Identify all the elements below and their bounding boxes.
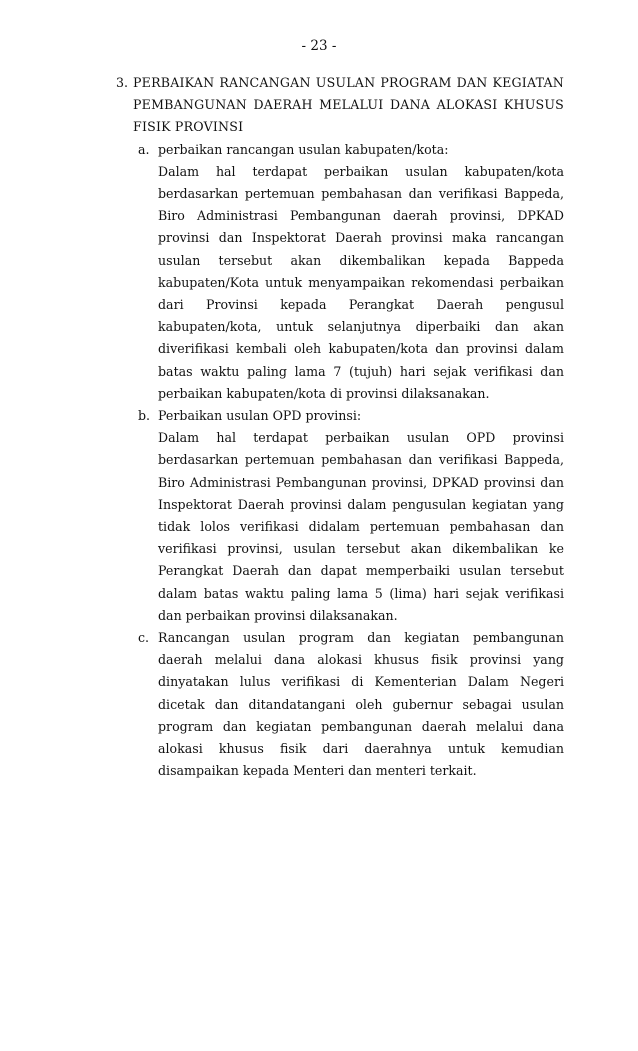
- item-body: Dalam hal terdapat perbaikan usulan kabupaten/kota berdasarkan pertemuan pembahasan dan verifikasi Bappeda, Biro Administrasi Pembangunan daerah provinsi, DPKAD provinsi dan Inspektorat Daerah provinsi maka rancangan usulan tersebut akan dikembalikan kepada Bappeda kabupaten/Kota untuk menyampaikan rekomendasi perbaikan dari Provinsi kepada Perangkat Daerah pengusul kabupaten/kota, untuk selanjutnya diperbaiki dan akan diverifikasi kembali oleh kabupaten/kota dan provinsi dalam batas waktu paling lama 7 (tujuh) hari sejak verifikasi dan perbaikan kabupaten/kota di provinsi dilaksanakan.: [158, 163, 564, 401]
- item-letter: c.: [138, 630, 150, 646]
- list-item-a: [138, 139, 564, 405]
- item-content: [158, 627, 564, 782]
- list-item-b: [138, 405, 564, 627]
- section-heading: [116, 72, 564, 139]
- item-content: [158, 405, 564, 627]
- item-letter: b.: [138, 408, 151, 424]
- section-3: [116, 72, 564, 783]
- section-items: [116, 139, 564, 783]
- item-body: Rancangan usulan program dan kegiatan pembangunan daerah melalui dana alokasi khusus fisik provinsi yang dinyatakan lulus verifikasi di Kementerian Dalam Negeri dicetak dan ditandatangani oleh gubernur sebagai usulan program dan kegiatan pembangunan daerah melalui dana alokasi khusus fisik dari daerahnya untuk kemudian disampaikan kepada Menteri dan menteri terkait.: [158, 630, 564, 779]
- list-item-c: [138, 627, 564, 782]
- page-number: - 23 -: [301, 38, 337, 54]
- item-body: Dalam hal terdapat perbaikan usulan OPD provinsi berdasarkan pertemuan pembahasan dan verifikasi Bappeda, Biro Administrasi Pembangunan provinsi, DPKAD provinsi dan Inspektorat Daerah provinsi dalam pengusulan kegiatan yang tidak lolos verifikasi didalam pertemuan pembahasan dan verifikasi provinsi, usulan tersebut akan dikembalikan ke Perangkat Daerah dan dapat memperbaiki usulan tersebut dalam batas waktu paling lama 5 (lima) hari sejak verifikasi dan perbaikan provinsi dilaksanakan.: [158, 430, 564, 623]
- item-content: [158, 139, 564, 405]
- item-title: Perbaikan usulan OPD provinsi:: [158, 408, 362, 424]
- item-title: perbaikan rancangan usulan kabupaten/kota:: [158, 141, 449, 157]
- section-title: PERBAIKAN RANCANGAN USULAN PROGRAM DAN KEGIATAN PEMBANGUNAN DAERAH MELALUI DANA ALOKASI KHUSUS FISIK PROVINSI: [133, 75, 564, 135]
- item-letter: a.: [138, 141, 150, 157]
- section-number: 3.: [116, 75, 129, 90]
